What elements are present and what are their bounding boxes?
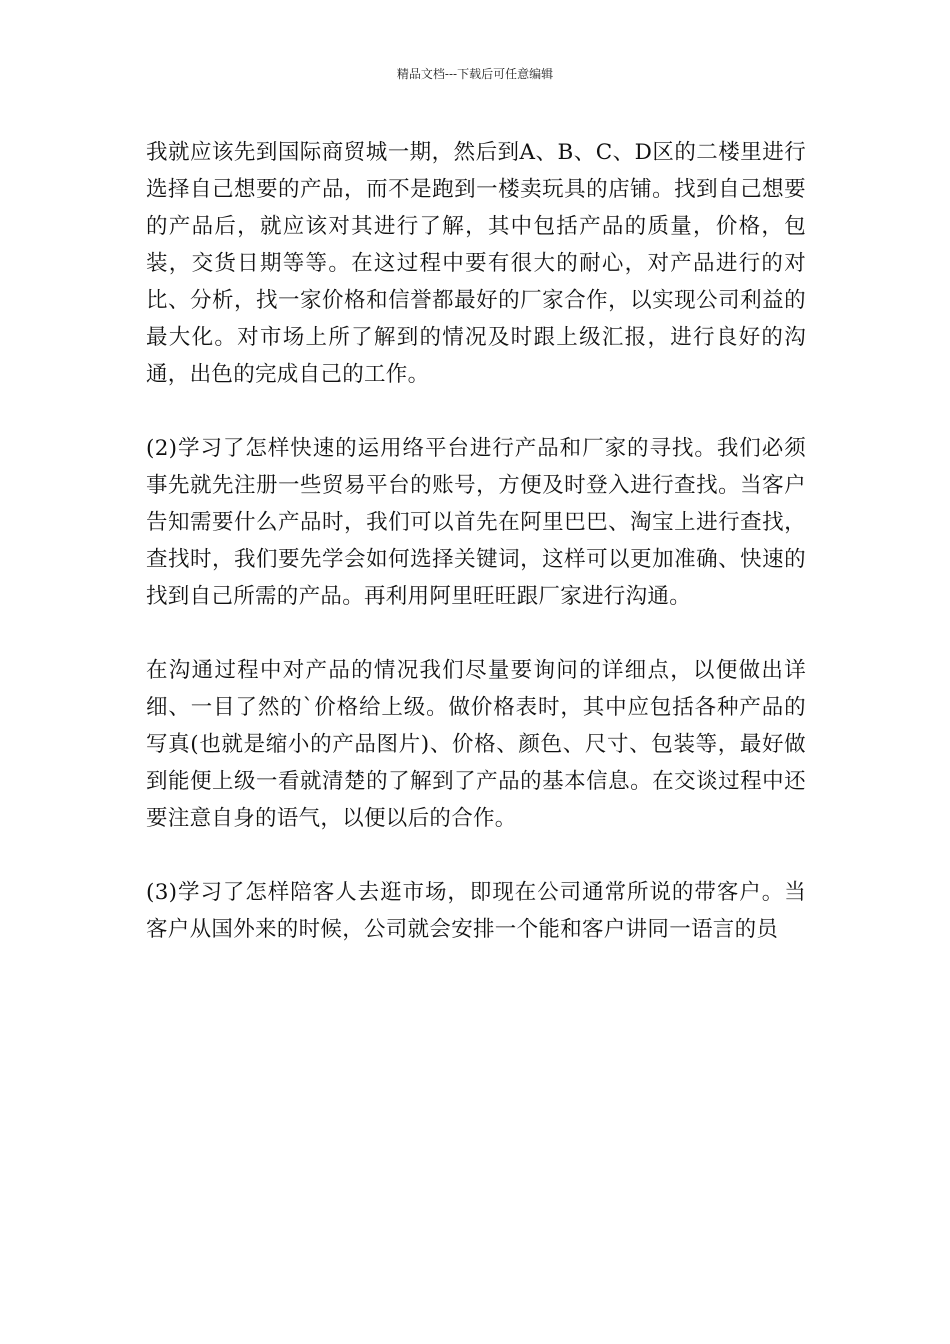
- page-header: 精品文档---下载后可任意编辑: [396, 67, 554, 81]
- paragraph-4: (3)学习了怎样陪客人去逛市场，即现在公司通常所说的带客户。当客户从国外来的时候，公司就会安排一个能和客户讲同一语言的员: [146, 880, 806, 942]
- paragraph-3: 在沟通过程中对产品的情况我们尽量要询问的详细点，以便做出详细、一目了然的`价格给上级。做价格表时，其中应包括各种产品的写真(也就是缩小的产品图片)、价格、颜色、尺寸、包装等，最好做到能便上级一看就清楚的了解到了产品的基本信息。在交谈过程中还要注意自身的语气，以便以后的合作。: [146, 658, 806, 831]
- paragraph-1: 我就应该先到国际商贸城一期，然后到A、B、C、D区的二楼里进行选择自己想要的产品，而不是跑到一楼卖玩具的店铺。找到自己想要的产品后，就应该对其进行了解，其中包括产品的质量，价格，包装，交货日期等等。在这过程中要有很大的耐心，对产品进行的对比、分析，找一家价格和信誉都最好的厂家合作，以实现公司利益的最大化。对市场上所了解到的情况及时跟上级汇报，进行良好的沟通，出色的完成自己的工作。: [146, 140, 806, 387]
- paragraph-2: (2)学习了怎样快速的运用络平台进行产品和厂家的寻找。我们必须事先就先注册一些贸易平台的账号，方便及时登入进行查找。当客户告知需要什么产品时，我们可以首先在阿里巴巴、淘宝上进行查找，查找时，我们要先学会如何选择关键词，这样可以更加准确、快速的找到自己所需的产品。再利用阿里旺旺跟厂家进行沟通。: [146, 436, 806, 609]
- document-body: [146, 134, 806, 948]
